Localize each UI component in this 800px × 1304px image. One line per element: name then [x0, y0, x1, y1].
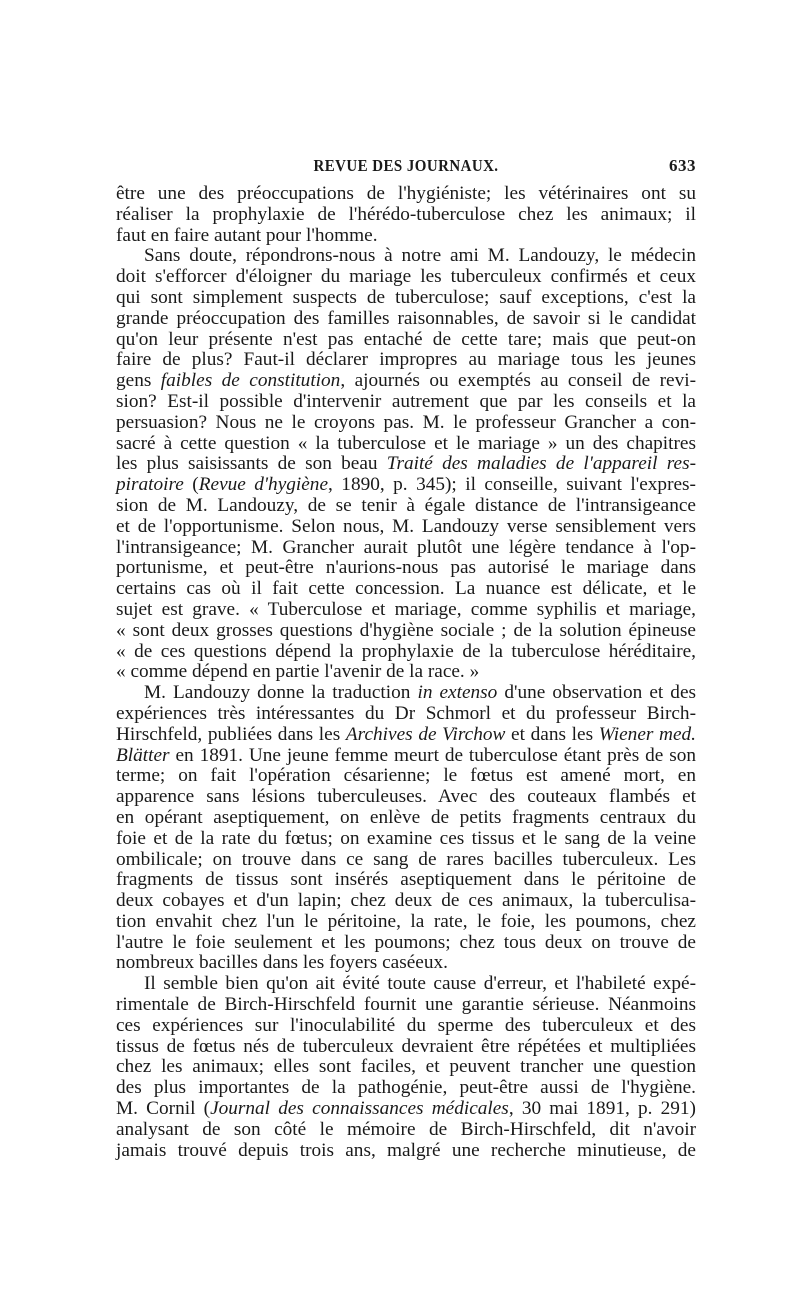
- text-line: qu'on leur présente n'est pas entaché de cette tare; mais que peut-on: [116, 328, 696, 350]
- text-line: sacré à cette question « la tuberculose et le mariage » un des chapitres: [116, 432, 696, 454]
- text-line: « sont deux grosses questions d'hygiène sociale ; de la solution épineuse: [116, 619, 696, 641]
- text-line: tion envahit chez l'un le péritoine, la rate, le foie, les poumons, chez: [116, 910, 696, 932]
- paragraph: [116, 683, 696, 974]
- text-line: certains cas où il fait cette concession. La nuance est délicate, et le: [116, 578, 696, 600]
- text-line: portunisme, et peut-être n'aurions-nous pas autorisé le mariage dans: [116, 557, 696, 579]
- text-line: foie et de la rate du fœtus; on examine ces tissus et le sang de la veine: [116, 827, 696, 849]
- text-line: expériences très intéressantes du Dr Schmorl et du professeur Birch-: [116, 702, 696, 724]
- text-line: M. Landouzy donne la traduction in extenso d'une observation et des: [144, 682, 697, 704]
- text-line: sion de M. Landouzy, de se tenir à égale distance de l'intransigeance: [116, 494, 696, 516]
- page-number: 633: [669, 156, 696, 175]
- running-title: REVUE DES JOURNAUX.: [313, 156, 499, 175]
- text-line: les plus saisissants de son beau Traité des maladies de l'appareil res-: [116, 453, 696, 475]
- text-line: Il semble bien qu'on ait évité toute cause d'erreur, et l'habileté expé-: [144, 973, 696, 995]
- running-header: [116, 156, 696, 184]
- text-line: doit s'efforcer d'éloigner du mariage les tuberculeux confirmés et ceux: [116, 266, 696, 288]
- text-line: tissus de fœtus nés de tuberculeux devraient être répétées et multipliées: [116, 1035, 696, 1057]
- text-line: ombilicale; on trouve dans ce sang de rares bacilles tuberculeux. Les: [116, 848, 696, 870]
- text-line: en opérant aseptiquement, on enlève de petits fragments centraux du: [116, 806, 696, 828]
- paragraph: [116, 184, 696, 246]
- text-line: terme; on fait l'opération césarienne; le fœtus est amené mort, en: [116, 765, 696, 787]
- text-line: être une des préoccupations de l'hygiéniste; les vétérinaires ont su: [116, 183, 696, 204]
- text-line: des plus importantes de la pathogénie, peut-être aussi de l'hygiène.: [116, 1077, 696, 1099]
- text-line: sujet est grave. « Tuberculose et mariage, comme syphilis et mariage,: [116, 598, 696, 620]
- paragraph: [116, 974, 696, 1161]
- text-line: l'autre le foie seulement et les poumons; chez tous deux on trouve de: [116, 931, 696, 953]
- text-line: faire de plus? Faut-il déclarer impropres au mariage tous les jeunes: [116, 349, 696, 371]
- text-line: gens faibles de constitution, ajournés ou exemptés au conseil de revi-: [116, 370, 696, 392]
- text-line: fragments de tissus sont insérés aseptiquement dans le péritoine de: [116, 869, 696, 891]
- text-line: qui sont simplement suspects de tuberculose; sauf exceptions, c'est la: [116, 286, 696, 308]
- text-line: faut en faire autant pour l'homme.: [116, 224, 378, 246]
- text-line: « comme dépend en partie l'avenir de la race. »: [116, 661, 480, 683]
- text-line: Sans doute, répondrons-nous à notre ami M. Landouzy, le médecin: [144, 245, 696, 267]
- text-line: l'intransigeance; M. Grancher aurait plutôt une légère tendance à l'op-: [116, 536, 696, 558]
- text-line: et de l'opportunisme. Selon nous, M. Landouzy verse sensiblement vers: [116, 515, 696, 537]
- text-line: rimentale de Birch-Hirschfeld fournit une garantie sérieuse. Néanmoins: [116, 994, 696, 1016]
- text-line: Hirschfeld, publiées dans les Archives de Virchow et dans les Wiener med.: [116, 723, 696, 745]
- text-line: piratoire (Revue d'hygiène, 1890, p. 345); il conseille, suivant l'expres-: [116, 474, 696, 496]
- article-body: [116, 184, 696, 1161]
- text-line: chez les animaux; elles sont faciles, et peuvent trancher une question: [116, 1056, 696, 1078]
- text-line: jamais trouvé depuis trois ans, malgré une recherche minutieuse, de: [116, 1139, 696, 1161]
- text-line: « de ces questions dépend la prophylaxie de la tuberculose héréditaire,: [116, 640, 696, 662]
- text-line: apparence sans lésions tuberculeuses. Avec des couteaux flambés et: [116, 786, 696, 808]
- paragraph: [116, 246, 696, 683]
- text-line: analysant de son côté le mémoire de Birch-Hirschfeld, dit n'avoir: [116, 1118, 696, 1140]
- text-line: sion? Est-il possible d'intervenir autrement que par les conseils et la: [116, 390, 696, 412]
- text-line: persuasion? Nous ne le croyons pas. M. le professeur Grancher a con-: [116, 411, 696, 433]
- text-line: deux cobayes et d'un lapin; chez deux de ces animaux, la tuberculisa-: [116, 890, 696, 912]
- text-line: nombreux bacilles dans les foyers caséeux.: [116, 952, 448, 974]
- text-line: grande préoccupation des familles raisonnables, de savoir si le candidat: [116, 307, 696, 329]
- text-line: réaliser la prophylaxie de l'hérédo-tuberculose chez les animaux; il: [116, 203, 696, 225]
- text-line: Blätter en 1891. Une jeune femme meurt de tuberculose étant près de son: [116, 744, 696, 766]
- text-line: ces expériences sur l'inoculabilité du sperme des tuberculeux et des: [116, 1014, 696, 1036]
- text-line: M. Cornil (Journal des connaissances médicales, 30 mai 1891, p. 291): [116, 1098, 696, 1120]
